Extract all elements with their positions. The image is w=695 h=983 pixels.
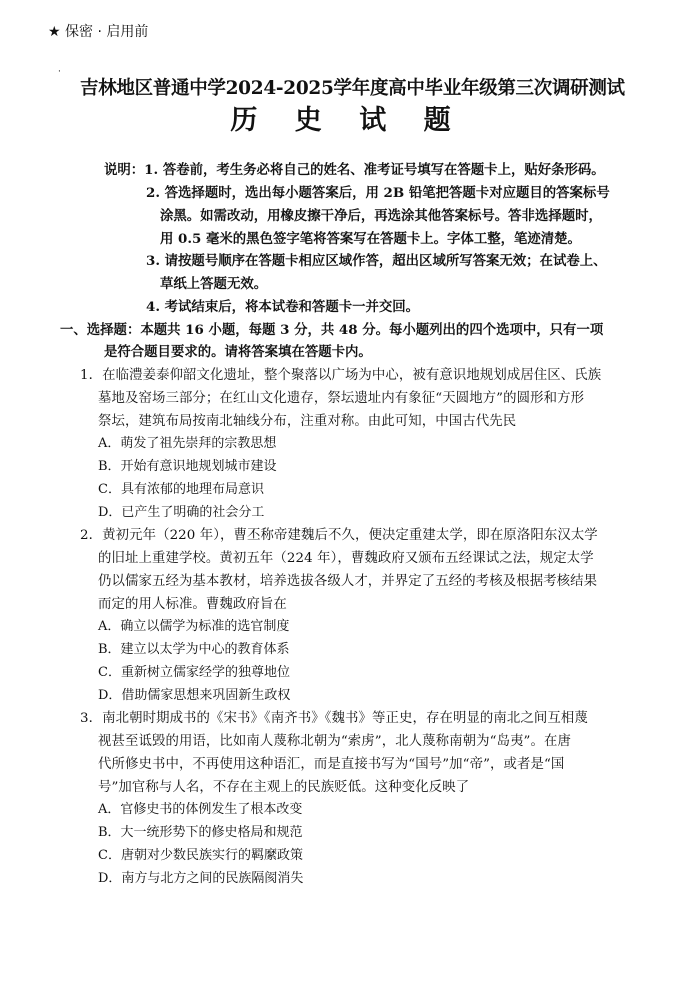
instruction-line: 说明：1. 答卷前，考生务必将自己的姓名、准考证号填写在答题卡上，贴好条形码。	[104, 162, 605, 178]
question-stem-line: 的旧址上重建学校。黄初五年（224 年），曹魏政府又颁布五经课试之法，规定太学	[98, 551, 594, 566]
instruction-line: 用 0.5 毫米的黑色签字笔将答案写在答题卡上。字体工整，笔迹清楚。	[160, 231, 581, 247]
question-stem-line: 3．南北朝时期成书的《宋书》《南齐书》《魏书》等正史，存在明显的南北之间互相蔑	[80, 711, 588, 726]
exam-school-title: 吉林地区普通中学2024-2025学年度高中毕业年级第三次调研测试	[80, 78, 625, 99]
option-b: B．开始有意识地规划城市建设	[98, 459, 277, 474]
option-a: A．官修史书的体例发生了根本改变	[98, 802, 303, 817]
option-c: C．具有浓郁的地理布局意识	[98, 482, 264, 497]
option-d: D．已产生了明确的社会分工	[98, 505, 265, 520]
instruction-line: 草纸上答题无效。	[160, 276, 268, 292]
option-a: A．萌发了祖先崇拜的宗教思想	[98, 436, 277, 451]
instruction-line: 3. 请按题号顺序在答题卡相应区域作答，超出区域所写答案无效；在试卷上、	[146, 253, 607, 269]
question-stem-line: 而定的用人标准。曹魏政府旨在	[98, 597, 287, 612]
option-d: D．南方与北方之间的民族隔阂消失	[98, 871, 304, 886]
option-d: D．借助儒家思想来巩固新生政权	[98, 688, 291, 703]
option-b: B．大一统形势下的修史格局和规范	[98, 825, 303, 840]
subject-title: 历 史 试 题	[230, 105, 465, 136]
question-stem-line: 代所修史书中，不再使用这种语汇，而是直接书写为“国号”加“帝”，或者是“国	[98, 757, 565, 772]
section-heading: 一、选择题：本题共 16 小题，每题 3 分，共 48 分。每小题列出的四个选项中，只有一项	[60, 322, 604, 338]
question-stem-line: 号”加官称与人名，不存在主观上的民族贬低。这种变化反映了	[98, 780, 470, 795]
instruction-line: 2. 答选择题时，选出每小题答案后，用 2B 铅笔把答题卡对应题目的答案标号	[146, 185, 610, 201]
instruction-line: 涂黑。如需改动，用橡皮擦干净后，再选涂其他答案标号。答非选择题时，	[160, 208, 602, 224]
instruction-line: 4. 考试结束后，将本试卷和答题卡一并交回。	[146, 299, 420, 315]
question-stem-line: 2．黄初元年（220 年），曹丕称帝建魏后不久，便决定重建太学，即在原洛阳东汉太学	[80, 528, 598, 543]
question-stem-line: 祭坛，建筑布局按南北轴线分布，注重对称。由此可知，中国古代先民	[98, 414, 517, 429]
section-heading-cont: 是符合题目要求的。请将答案填在答题卡内。	[104, 344, 372, 360]
option-b: B．建立以太学为中心的教育体系	[98, 642, 290, 657]
question-stem-line: 1．在临澧姜泰仰韶文化遗址，整个聚落以广场为中心，被有意识地规划成居住区、氏族	[80, 368, 602, 383]
margin-dot: ·	[58, 67, 61, 77]
question-stem-line: 视甚至诋毁的用语，比如南人蔑称北朝为“索虏”，北人蔑称南朝为“岛夷”。在唐	[98, 734, 571, 749]
question-stem-line: 墓地及窑场三部分；在红山文化遗存，祭坛遗址内有象征“天圆地方”的圆形和方形	[98, 391, 585, 406]
option-a: A．确立以儒学为标准的选官制度	[98, 619, 290, 634]
option-c: C．重新树立儒家经学的独尊地位	[98, 665, 290, 680]
question-stem-line: 仍以儒家五经为基本教材，培养选拔各级人才，并界定了五经的考核及根据考核结果	[98, 574, 598, 589]
option-c: C．唐朝对少数民族实行的羁縻政策	[98, 848, 303, 863]
confidential-label: ★ 保密 · 启用前	[48, 24, 149, 40]
